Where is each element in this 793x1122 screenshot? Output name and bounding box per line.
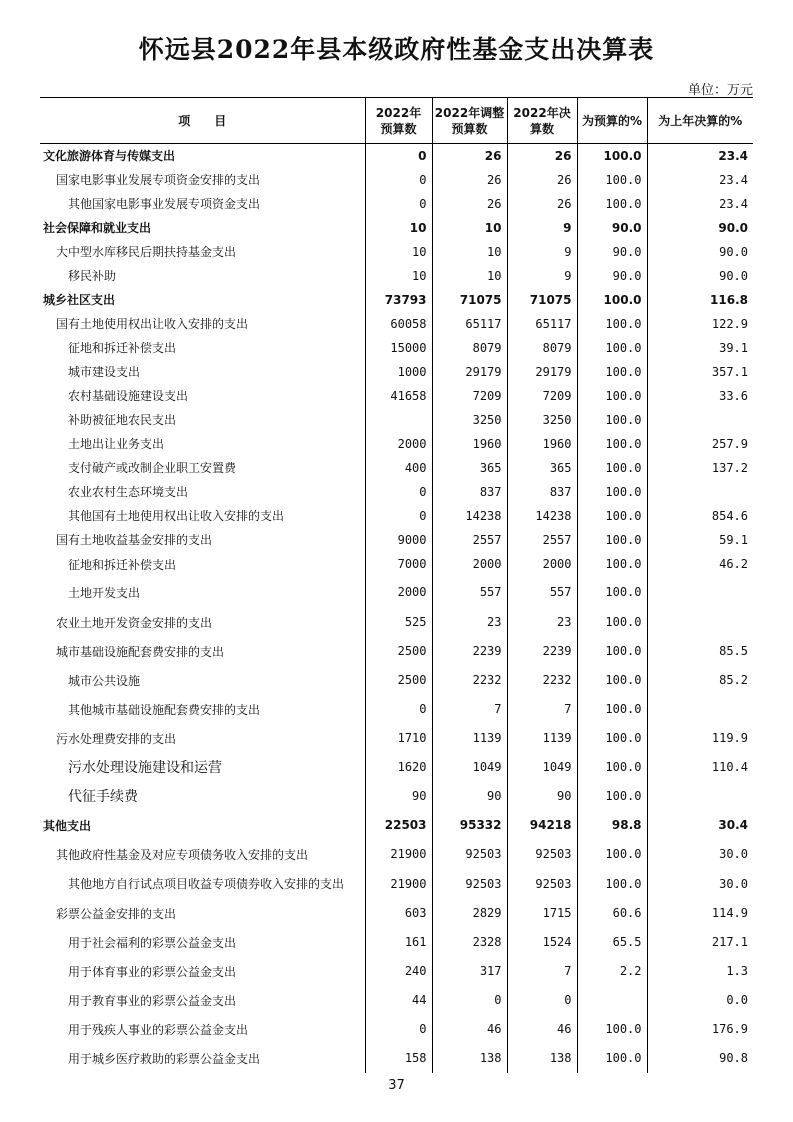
- cell-final-account: 65117: [507, 312, 577, 336]
- cell-adjusted-budget: 2239: [432, 637, 507, 666]
- cell-pct-of-budget: 100.0: [577, 577, 647, 608]
- cell-pct-of-budget: 100.0: [577, 456, 647, 480]
- cell-pct-of-last-year: 90.8: [719, 1051, 748, 1065]
- cell-pct-of-last-year: [647, 608, 753, 637]
- cell-pct-of-last-year: [647, 695, 753, 724]
- row-item-name: 城市建设支出: [40, 360, 365, 384]
- row-item-name: 补助被征地农民支出: [40, 408, 365, 432]
- cell-budget: 60058: [365, 312, 432, 336]
- cell-budget: 1000: [365, 360, 432, 384]
- cell-pct-of-last-year: 23.4: [718, 148, 748, 163]
- row-item-name: 土地开发支出: [40, 577, 365, 608]
- row-item-name: 土地出让业务支出: [40, 432, 365, 456]
- cell-pct-of-budget: 100.0: [577, 782, 647, 811]
- table-row: [40, 504, 753, 528]
- cell-pct-of-budget: 100.0: [577, 408, 647, 432]
- cell-final-account: 0: [507, 986, 577, 1015]
- cell-pct-of-budget: 100.0: [577, 312, 647, 336]
- table-row: [40, 840, 753, 869]
- table-row: [40, 192, 753, 216]
- cell-pct-of-last-year: 85.5: [719, 644, 748, 658]
- cell-pct-of-budget: 100.0: [577, 528, 647, 552]
- row-item-name: 征地和拆迁补偿支出: [40, 552, 365, 577]
- page-number: 37: [388, 1078, 405, 1093]
- table-row: [40, 528, 753, 552]
- unit-label: 单位：万元: [687, 83, 753, 98]
- cell-adjusted-budget: 2328: [432, 928, 507, 957]
- page-title: 怀远县2022年县本级政府性基金支出决算表: [138, 35, 655, 64]
- table-row: [40, 288, 753, 312]
- cell-pct-of-budget: 90.0: [577, 264, 647, 288]
- table-row: [40, 240, 753, 264]
- cell-budget: 400: [365, 456, 432, 480]
- cell-budget: 73793: [365, 288, 432, 312]
- cell-final-account: 71075: [507, 288, 577, 312]
- cell-pct-of-budget: 100.0: [577, 753, 647, 782]
- cell-adjusted-budget: 92503: [432, 840, 507, 869]
- cell-adjusted-budget: 10: [432, 216, 507, 240]
- cell-adjusted-budget: 138: [432, 1044, 507, 1073]
- cell-pct-of-last-year: 23.4: [719, 196, 748, 211]
- cell-pct-of-last-year: 30.0: [719, 847, 748, 861]
- cell-final-account: 26: [507, 168, 577, 192]
- cell-final-account: 1715: [507, 899, 577, 928]
- header-pct-of-last-year: 为上年决算的%: [647, 98, 753, 144]
- cell-budget: 21900: [365, 840, 432, 869]
- header-row: [40, 98, 753, 144]
- header-adjusted-budget: 2022年调整预算数: [432, 98, 507, 144]
- cell-final-account: 9: [507, 216, 577, 240]
- row-item-name: 社会保障和就业支出: [40, 216, 365, 240]
- cell-pct-of-last-year: 1.3: [726, 964, 748, 978]
- cell-pct-of-budget: 65.5: [577, 928, 647, 957]
- cell-final-account: 7: [507, 695, 577, 724]
- cell-pct-of-budget: 100.0: [577, 288, 647, 312]
- row-item-name: 污水处理费安排的支出: [40, 724, 365, 753]
- cell-budget: 603: [365, 899, 432, 928]
- cell-budget: 2500: [365, 637, 432, 666]
- row-item-name: 用于体育事业的彩票公益金支出: [40, 957, 365, 986]
- cell-budget: 90: [365, 782, 432, 811]
- cell-budget: 15000: [365, 336, 432, 360]
- cell-final-account: 26: [507, 192, 577, 216]
- cell-budget: 44: [365, 986, 432, 1015]
- cell-pct-of-last-year: 39.1: [719, 340, 748, 355]
- cell-pct-of-budget: 100.0: [577, 1044, 647, 1073]
- row-item-name: 国有土地收益基金安排的支出: [40, 528, 365, 552]
- cell-budget: 161: [365, 928, 432, 957]
- table-row: [40, 608, 753, 637]
- cell-adjusted-budget: 7209: [432, 384, 507, 408]
- cell-pct-of-last-year: 176.9: [711, 1022, 748, 1036]
- cell-adjusted-budget: 29179: [432, 360, 507, 384]
- cell-pct-of-last-year: 30.0: [719, 876, 748, 891]
- cell-pct-of-last-year: [647, 577, 753, 608]
- cell-adjusted-budget: 26: [432, 168, 507, 192]
- table-row: [40, 432, 753, 456]
- cell-pct-of-last-year: 33.6: [719, 388, 748, 403]
- cell-pct-of-last-year: [647, 408, 753, 432]
- row-item-name: 农业农村生态环境支出: [40, 480, 365, 504]
- cell-pct-of-last-year: 23.4: [719, 172, 748, 187]
- cell-pct-of-budget: 100.0: [577, 1015, 647, 1044]
- cell-pct-of-budget: 2.2: [577, 957, 647, 986]
- table-row: [40, 666, 753, 695]
- cell-final-account: 7: [507, 957, 577, 986]
- cell-pct-of-last-year: 90.0: [719, 244, 748, 259]
- table-row: [40, 408, 753, 432]
- row-item-name: 城乡社区支出: [40, 288, 365, 312]
- cell-budget: 10: [365, 216, 432, 240]
- cell-adjusted-budget: 26: [432, 144, 507, 168]
- cell-final-account: 557: [507, 577, 577, 608]
- table-row: [40, 724, 753, 753]
- table-row: [40, 811, 753, 840]
- cell-adjusted-budget: 1960: [432, 432, 507, 456]
- cell-pct-of-budget: 100.0: [577, 144, 647, 168]
- header-budget: 2022年 预算数: [365, 98, 432, 144]
- row-item-name: 彩票公益金安排的支出: [40, 899, 365, 928]
- cell-budget: 10: [365, 240, 432, 264]
- cell-budget: 21900: [365, 869, 432, 899]
- row-item-name: 征地和拆迁补偿支出: [40, 336, 365, 360]
- cell-adjusted-budget: 26: [432, 192, 507, 216]
- cell-adjusted-budget: 95332: [432, 811, 507, 840]
- table-row: [40, 986, 753, 1015]
- row-item-name: 其他城市基础设施配套费安排的支出: [40, 695, 365, 724]
- table-row: [40, 480, 753, 504]
- row-item-name: 用于残疾人事业的彩票公益金支出: [40, 1015, 365, 1044]
- cell-adjusted-budget: 837: [432, 480, 507, 504]
- table-row: [40, 695, 753, 724]
- cell-final-account: 1960: [507, 432, 577, 456]
- row-item-name: 污水处理设施建设和运营: [40, 753, 365, 782]
- cell-budget: 0: [365, 192, 432, 216]
- cell-final-account: 29179: [507, 360, 577, 384]
- table-row: [40, 899, 753, 928]
- cell-pct-of-last-year: 90.0: [719, 268, 748, 283]
- cell-pct-of-budget: 100.0: [577, 336, 647, 360]
- table-row: [40, 637, 753, 666]
- cell-budget: 0: [365, 1015, 432, 1044]
- row-item-name: 移民补助: [40, 264, 365, 288]
- cell-adjusted-budget: 317: [432, 957, 507, 986]
- cell-adjusted-budget: 14238: [432, 504, 507, 528]
- cell-budget: 1710: [365, 724, 432, 753]
- row-item-name: 城市基础设施配套费安排的支出: [40, 637, 365, 666]
- table-row: [40, 869, 753, 899]
- cell-pct-of-last-year: 30.4: [718, 818, 748, 832]
- cell-adjusted-budget: 23: [432, 608, 507, 637]
- cell-pct-of-budget: 100.0: [577, 869, 647, 899]
- cell-adjusted-budget: 2000: [432, 552, 507, 577]
- cell-pct-of-last-year: 59.1: [719, 532, 748, 547]
- cell-budget: 2500: [365, 666, 432, 695]
- cell-adjusted-budget: 46: [432, 1015, 507, 1044]
- cell-final-account: 1524: [507, 928, 577, 957]
- cell-final-account: 2232: [507, 666, 577, 695]
- cell-final-account: 92503: [507, 840, 577, 869]
- cell-final-account: 26: [507, 144, 577, 168]
- cell-adjusted-budget: 365: [432, 456, 507, 480]
- cell-pct-of-budget: 100.0: [577, 168, 647, 192]
- cell-final-account: 2000: [507, 552, 577, 577]
- cell-pct-of-last-year: 90.0: [718, 220, 748, 235]
- table-row: [40, 957, 753, 986]
- cell-pct-of-last-year: 110.4: [711, 760, 748, 774]
- cell-pct-of-last-year: 357.1: [711, 364, 748, 379]
- cell-final-account: 2557: [507, 528, 577, 552]
- cell-pct-of-budget: 100.0: [577, 504, 647, 528]
- cell-adjusted-budget: 7: [432, 695, 507, 724]
- cell-final-account: 92503: [507, 869, 577, 899]
- cell-adjusted-budget: 65117: [432, 312, 507, 336]
- cell-pct-of-budget: 100.0: [577, 637, 647, 666]
- row-item-name: 农村基础设施建设支出: [40, 384, 365, 408]
- cell-final-account: 365: [507, 456, 577, 480]
- cell-final-account: 23: [507, 608, 577, 637]
- table-row: [40, 577, 753, 608]
- cell-final-account: 9: [507, 264, 577, 288]
- row-item-name: 大中型水库移民后期扶持基金支出: [40, 240, 365, 264]
- cell-budget: 0: [365, 168, 432, 192]
- row-item-name: 国有土地使用权出让收入安排的支出: [40, 312, 365, 336]
- row-item-name: 用于教育事业的彩票公益金支出: [40, 986, 365, 1015]
- row-item-name: 代征手续费: [40, 782, 365, 811]
- cell-pct-of-last-year: 46.2: [719, 557, 748, 571]
- cell-final-account: 9: [507, 240, 577, 264]
- cell-final-account: 138: [507, 1044, 577, 1073]
- table-row: [40, 264, 753, 288]
- cell-budget: 0: [365, 695, 432, 724]
- cell-pct-of-last-year: 854.6: [711, 508, 748, 523]
- row-item-name: 其他国有土地使用权出让收入安排的支出: [40, 504, 365, 528]
- cell-budget: [365, 408, 432, 432]
- table-row: [40, 360, 753, 384]
- expenditure-table: [40, 97, 753, 1073]
- row-item-name: 用于社会福利的彩票公益金支出: [40, 928, 365, 957]
- cell-final-account: 14238: [507, 504, 577, 528]
- row-item-name: 用于城乡医疗救助的彩票公益金支出: [40, 1044, 365, 1073]
- row-item-name: 支付破产或改制企业职工安置费: [40, 456, 365, 480]
- header-pct-of-budget: 为预算的%: [577, 98, 647, 144]
- cell-adjusted-budget: 92503: [432, 869, 507, 899]
- cell-pct-of-last-year: 119.9: [711, 731, 748, 745]
- cell-budget: 240: [365, 957, 432, 986]
- cell-adjusted-budget: 1049: [432, 753, 507, 782]
- cell-final-account: 3250: [507, 408, 577, 432]
- cell-adjusted-budget: 10: [432, 264, 507, 288]
- cell-budget: 10: [365, 264, 432, 288]
- cell-adjusted-budget: 71075: [432, 288, 507, 312]
- cell-pct-of-last-year: [647, 782, 753, 811]
- cell-budget: 0: [365, 480, 432, 504]
- cell-final-account: 7209: [507, 384, 577, 408]
- cell-pct-of-budget: 100.0: [577, 608, 647, 637]
- cell-pct-of-last-year: 114.9: [711, 906, 748, 920]
- cell-final-account: 1139: [507, 724, 577, 753]
- cell-pct-of-budget: 100.0: [577, 480, 647, 504]
- row-item-name: 文化旅游体育与传媒支出: [40, 144, 365, 168]
- cell-budget: 1620: [365, 753, 432, 782]
- cell-pct-of-budget: 100.0: [577, 192, 647, 216]
- cell-adjusted-budget: 2232: [432, 666, 507, 695]
- table-body: [40, 144, 753, 1073]
- cell-budget: 0: [365, 144, 432, 168]
- row-item-name: 其他支出: [40, 811, 365, 840]
- table-row: [40, 312, 753, 336]
- table-row: [40, 1044, 753, 1073]
- cell-pct-of-budget: 100.0: [577, 552, 647, 577]
- cell-pct-of-budget: 100.0: [577, 384, 647, 408]
- cell-final-account: 94218: [507, 811, 577, 840]
- row-item-name: 其他国家电影事业发展专项资金支出: [40, 192, 365, 216]
- table-row: [40, 168, 753, 192]
- row-item-name: 其他政府性基金及对应专项债务收入安排的支出: [40, 840, 365, 869]
- cell-budget: 7000: [365, 552, 432, 577]
- cell-final-account: 2239: [507, 637, 577, 666]
- cell-adjusted-budget: 8079: [432, 336, 507, 360]
- cell-budget: 0: [365, 504, 432, 528]
- cell-budget: 41658: [365, 384, 432, 408]
- cell-final-account: 1049: [507, 753, 577, 782]
- cell-budget: 2000: [365, 577, 432, 608]
- cell-final-account: 90: [507, 782, 577, 811]
- cell-final-account: 46: [507, 1015, 577, 1044]
- cell-final-account: 837: [507, 480, 577, 504]
- cell-adjusted-budget: 2829: [432, 899, 507, 928]
- cell-adjusted-budget: 10: [432, 240, 507, 264]
- cell-pct-of-budget: 100.0: [577, 724, 647, 753]
- cell-adjusted-budget: 557: [432, 577, 507, 608]
- table-row: [40, 782, 753, 811]
- row-item-name: 国家电影事业发展专项资金安排的支出: [40, 168, 365, 192]
- cell-budget: 525: [365, 608, 432, 637]
- cell-pct-of-budget: 90.0: [577, 240, 647, 264]
- cell-budget: 9000: [365, 528, 432, 552]
- table-row: [40, 336, 753, 360]
- row-item-name: 城市公共设施: [40, 666, 365, 695]
- cell-adjusted-budget: 90: [432, 782, 507, 811]
- cell-budget: 22503: [365, 811, 432, 840]
- cell-pct-of-budget: 98.8: [577, 811, 647, 840]
- cell-pct-of-last-year: 137.2: [711, 460, 748, 475]
- cell-pct-of-budget: [577, 986, 647, 1015]
- table-row: [40, 1015, 753, 1044]
- header-item: 项 目: [40, 98, 365, 144]
- cell-pct-of-last-year: 0.0: [726, 993, 748, 1007]
- table-row: [40, 552, 753, 577]
- cell-budget: 158: [365, 1044, 432, 1073]
- row-item-name: 其他地方自行试点项目收益专项债券收入安排的支出: [40, 869, 365, 899]
- cell-adjusted-budget: 2557: [432, 528, 507, 552]
- cell-pct-of-last-year: 116.8: [710, 292, 748, 307]
- cell-pct-of-budget: 100.0: [577, 840, 647, 869]
- row-item-name: 农业土地开发资金安排的支出: [40, 608, 365, 637]
- table-row: [40, 216, 753, 240]
- cell-pct-of-budget: 100.0: [577, 360, 647, 384]
- cell-pct-of-last-year: [647, 480, 753, 504]
- cell-budget: 2000: [365, 432, 432, 456]
- table-row: [40, 928, 753, 957]
- cell-adjusted-budget: 0: [432, 986, 507, 1015]
- cell-pct-of-budget: 100.0: [577, 695, 647, 724]
- table-row: [40, 456, 753, 480]
- table-row: [40, 144, 753, 168]
- cell-pct-of-last-year: 85.2: [719, 673, 748, 687]
- cell-final-account: 8079: [507, 336, 577, 360]
- cell-adjusted-budget: 1139: [432, 724, 507, 753]
- cell-pct-of-last-year: 217.1: [711, 935, 748, 949]
- cell-pct-of-budget: 100.0: [577, 666, 647, 695]
- cell-pct-of-last-year: 122.9: [711, 316, 748, 331]
- header-final-account: 2022年决算数: [507, 98, 577, 144]
- table-row: [40, 753, 753, 782]
- cell-pct-of-budget: 90.0: [577, 216, 647, 240]
- cell-pct-of-budget: 100.0: [577, 432, 647, 456]
- cell-pct-of-last-year: 257.9: [711, 436, 748, 451]
- cell-pct-of-budget: 60.6: [577, 899, 647, 928]
- cell-adjusted-budget: 3250: [432, 408, 507, 432]
- table-row: [40, 384, 753, 408]
